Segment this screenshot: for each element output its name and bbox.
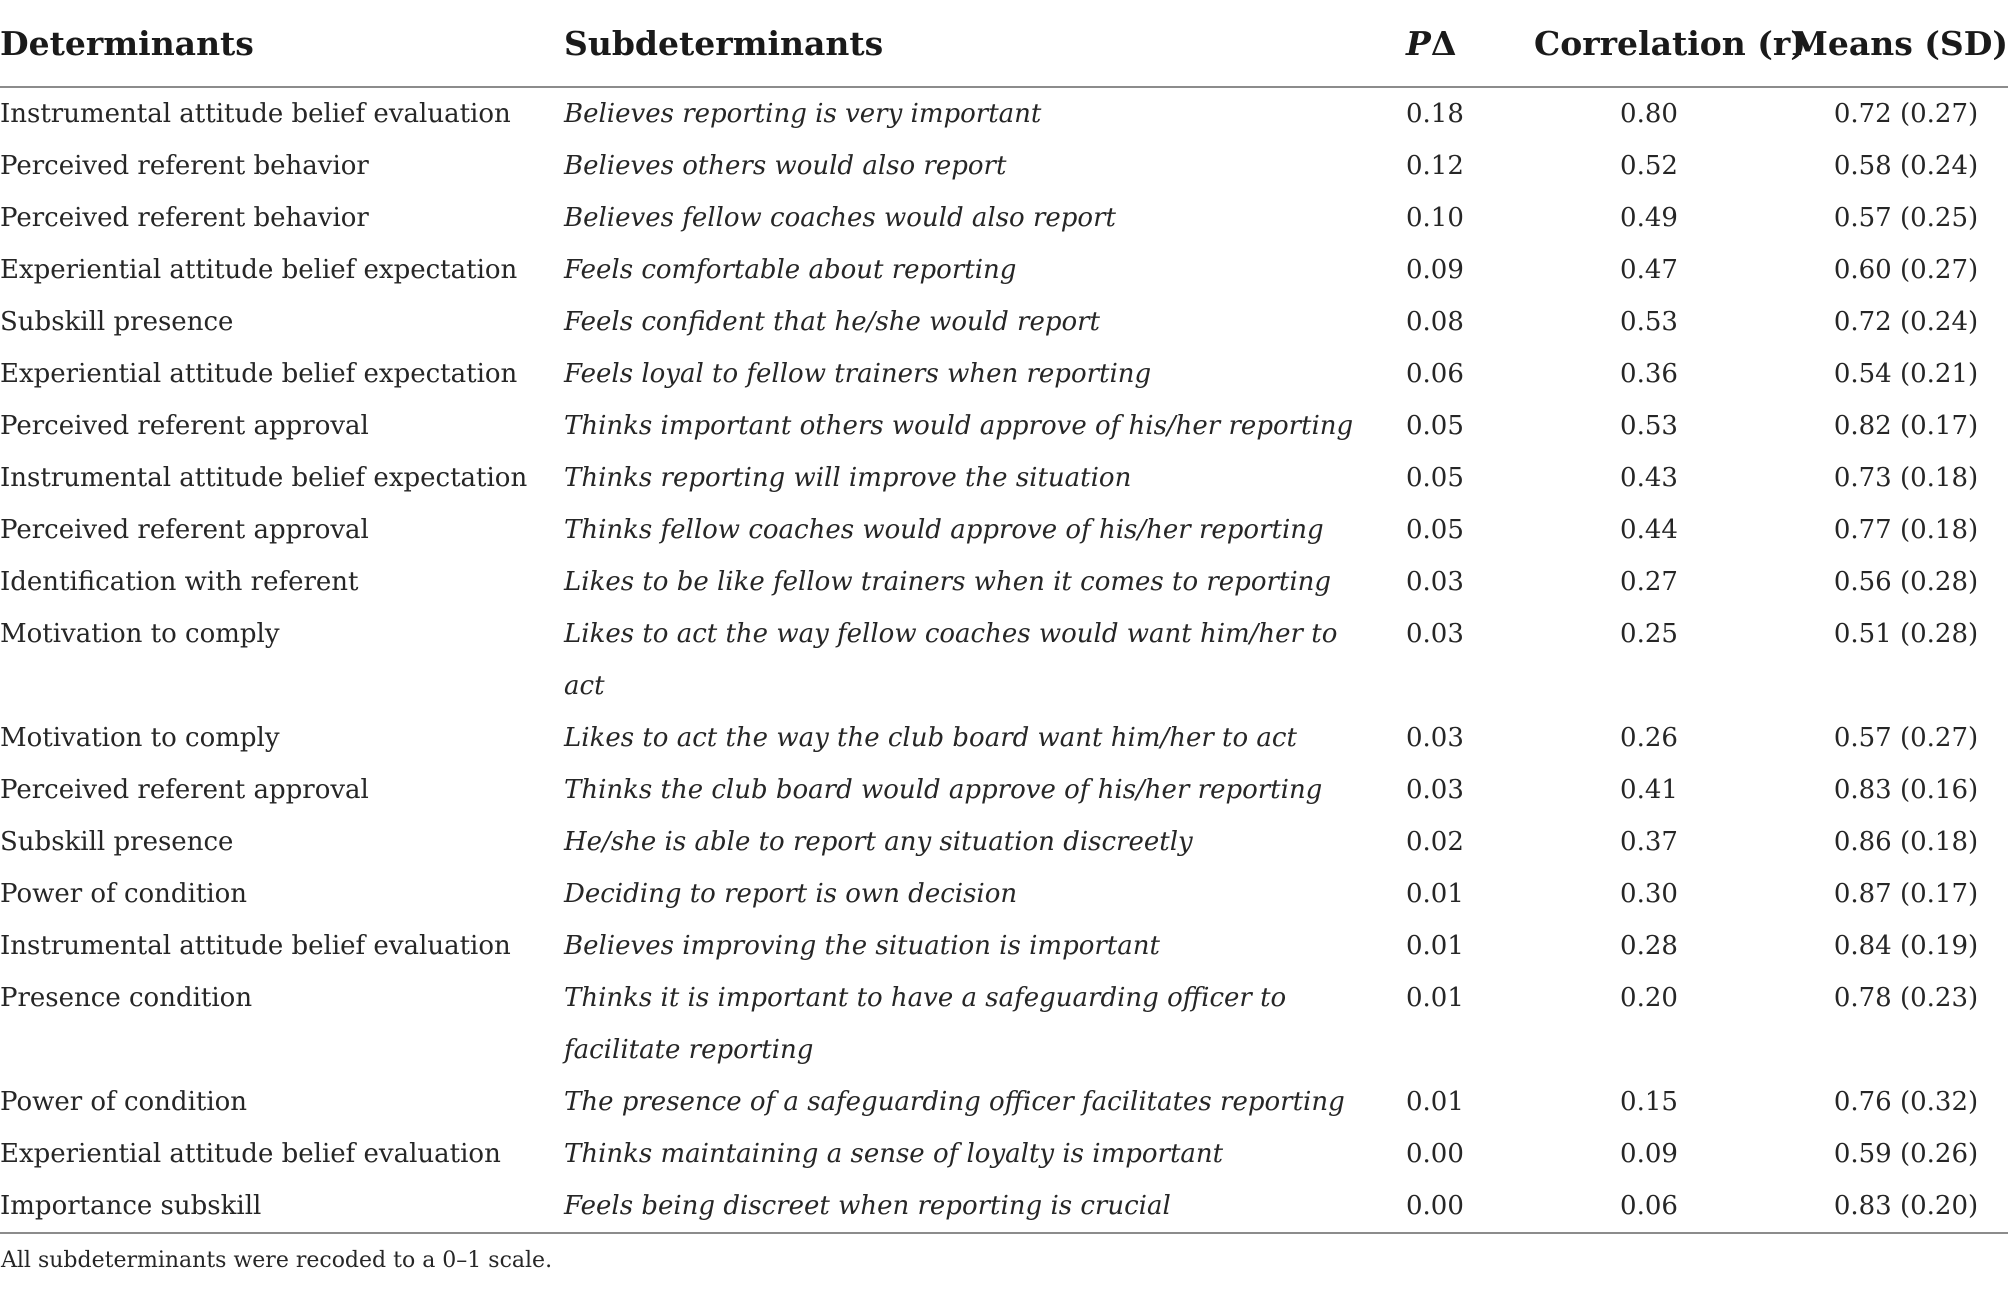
cell-p-delta: 0.08	[1406, 307, 1464, 337]
cell-subdeterminant: He/she is able to report any situation discreetly	[564, 827, 1193, 857]
cell-correlation: 0.47	[1620, 255, 1678, 285]
cell-means: 0.57 (0.25)	[1833, 203, 1979, 233]
cell-means: 0.54 (0.21)	[1833, 359, 1979, 389]
cell-subdeterminant: Likes to act the way the club board want him/her to act	[564, 723, 1297, 753]
cell-means: 0.58 (0.24)	[1833, 151, 1979, 181]
cell-subdeterminant: Believes others would also report	[564, 151, 1007, 181]
cell-p-delta: 0.02	[1406, 827, 1464, 857]
cell-correlation: 0.53	[1620, 411, 1678, 441]
cell-correlation: 0.06	[1620, 1191, 1678, 1221]
cell-p-delta: 0.01	[1406, 879, 1464, 909]
table-row	[0, 920, 2008, 972]
cell-means: 0.73 (0.18)	[1833, 463, 1979, 493]
cell-correlation: 0.36	[1620, 359, 1678, 389]
cell-p-delta: 0.01	[1406, 1087, 1464, 1117]
table-row	[0, 972, 2008, 1076]
cell-p-delta: 0.01	[1406, 931, 1464, 961]
cell-means: 0.72 (0.24)	[1833, 307, 1979, 337]
cell-determinant: Perceived referent approval	[0, 515, 369, 545]
cell-means: 0.77 (0.18)	[1833, 515, 1979, 545]
table-row	[0, 504, 2008, 556]
table-row	[0, 712, 2008, 764]
cell-determinant: Power of condition	[0, 1087, 248, 1117]
cell-determinant: Identification with referent	[0, 567, 359, 597]
cell-p-delta: 0.10	[1406, 203, 1464, 233]
cell-determinant: Presence condition	[0, 983, 253, 1013]
cell-p-delta: 0.03	[1406, 723, 1464, 753]
cell-means: 0.84 (0.19)	[1833, 931, 1979, 961]
cell-p-delta: 0.05	[1406, 411, 1464, 441]
table-row	[0, 348, 2008, 400]
cell-p-delta: 0.09	[1406, 255, 1464, 285]
cell-determinant: Perceived referent behavior	[0, 203, 369, 233]
cell-subdeterminant: Believes improving the situation is important	[564, 931, 1160, 961]
cell-correlation: 0.53	[1620, 307, 1678, 337]
cell-determinant: Power of condition	[0, 879, 248, 909]
header-subdeterminants: Subdeterminants	[564, 0, 1384, 87]
table-row	[0, 556, 2008, 608]
table-row	[0, 244, 2008, 296]
header-determinants: Determinants	[0, 0, 564, 87]
cell-means: 0.86 (0.18)	[1833, 827, 1979, 857]
cell-correlation: 0.20	[1620, 983, 1678, 1013]
cell-correlation: 0.43	[1620, 463, 1678, 493]
table-footer	[0, 1233, 2008, 1289]
footnote-row	[0, 1233, 2008, 1289]
cell-p-delta: 0.03	[1406, 619, 1464, 649]
cell-means: 0.83 (0.16)	[1833, 775, 1979, 805]
cell-subdeterminant: Likes to be like fellow trainers when it comes to reporting	[564, 567, 1332, 597]
cell-determinant: Instrumental attitude belief evaluation	[0, 931, 511, 961]
cell-subdeterminant: Thinks it is important to have a safeguarding officer to facilitate reporting	[564, 983, 1287, 1065]
cell-means: 0.78 (0.23)	[1833, 983, 1979, 1013]
table-row	[0, 192, 2008, 244]
cell-correlation: 0.80	[1620, 99, 1678, 129]
cell-p-delta: 0.05	[1406, 515, 1464, 545]
cell-means: 0.59 (0.26)	[1833, 1139, 1979, 1169]
table-row	[0, 764, 2008, 816]
header-row	[0, 0, 2008, 87]
cell-p-delta: 0.03	[1406, 775, 1464, 805]
cell-means: 0.60 (0.27)	[1833, 255, 1979, 285]
header-p-delta-p: P	[1406, 23, 1431, 63]
cell-determinant: Experiential attitude belief expectation	[0, 255, 518, 285]
table-row	[0, 1180, 2008, 1233]
cell-means: 0.87 (0.17)	[1833, 879, 1979, 909]
table-row	[0, 1076, 2008, 1128]
cell-subdeterminant: Believes fellow coaches would also report	[564, 203, 1116, 233]
cell-determinant: Subskill presence	[0, 827, 234, 857]
cell-p-delta: 0.03	[1406, 567, 1464, 597]
cell-means: 0.51 (0.28)	[1833, 619, 1979, 649]
header-p-delta	[1384, 0, 1534, 87]
cell-p-delta: 0.00	[1406, 1139, 1464, 1169]
cell-subdeterminant: Thinks important others would approve of his/her reporting	[564, 411, 1354, 441]
table-row	[0, 87, 2008, 140]
table-header	[0, 0, 2008, 87]
cell-correlation: 0.30	[1620, 879, 1678, 909]
cell-correlation: 0.37	[1620, 827, 1678, 857]
cell-correlation: 0.49	[1620, 203, 1678, 233]
cell-correlation: 0.41	[1620, 775, 1678, 805]
cell-subdeterminant: Deciding to report is own decision	[564, 879, 1018, 909]
cell-correlation: 0.26	[1620, 723, 1678, 753]
cell-means: 0.76 (0.32)	[1833, 1087, 1979, 1117]
table-row	[0, 1128, 2008, 1180]
cell-p-delta: 0.12	[1406, 151, 1464, 181]
cell-determinant: Experiential attitude belief expectation	[0, 359, 518, 389]
cell-subdeterminant: Feels loyal to fellow trainers when reporting	[564, 359, 1152, 389]
cell-correlation: 0.44	[1620, 515, 1678, 545]
cell-subdeterminant: The presence of a safeguarding officer facilitates reporting	[564, 1087, 1345, 1117]
cell-subdeterminant: Thinks maintaining a sense of loyalty is important	[564, 1139, 1224, 1169]
cell-determinant: Perceived referent behavior	[0, 151, 369, 181]
cell-p-delta: 0.06	[1406, 359, 1464, 389]
cell-determinant: Instrumental attitude belief expectation	[0, 463, 528, 493]
cell-means: 0.56 (0.28)	[1833, 567, 1979, 597]
cell-subdeterminant: Feels comfortable about reporting	[564, 255, 1017, 285]
header-means: Means (SD)	[1764, 0, 2008, 87]
cell-determinant: Subskill presence	[0, 307, 234, 337]
cell-subdeterminant: Feels confident that he/she would report	[564, 307, 1101, 337]
table-row	[0, 140, 2008, 192]
table-row	[0, 608, 2008, 712]
table-footnote: All subdeterminants were recoded to a 0–1 scale.	[0, 1233, 2008, 1289]
cell-means: 0.72 (0.27)	[1833, 99, 1979, 129]
cell-determinant: Experiential attitude belief evaluation	[0, 1139, 501, 1169]
table-row	[0, 296, 2008, 348]
cell-determinant: Perceived referent approval	[0, 775, 369, 805]
cell-correlation: 0.52	[1620, 151, 1678, 181]
cell-p-delta: 0.00	[1406, 1191, 1464, 1221]
cell-determinant: Motivation to comply	[0, 619, 280, 649]
cell-subdeterminant: Believes reporting is very important	[564, 99, 1042, 129]
table-row	[0, 868, 2008, 920]
cell-subdeterminant: Thinks fellow coaches would approve of his/her reporting	[564, 515, 1324, 545]
cell-p-delta: 0.01	[1406, 983, 1464, 1013]
cell-means: 0.83 (0.20)	[1833, 1191, 1979, 1221]
cell-determinant: Importance subskill	[0, 1191, 262, 1221]
cell-correlation: 0.28	[1620, 931, 1678, 961]
cell-correlation: 0.15	[1620, 1087, 1678, 1117]
header-correlation: Correlation (r)	[1534, 0, 1764, 87]
table-body	[0, 87, 2008, 1233]
cell-means: 0.57 (0.27)	[1833, 723, 1979, 753]
table-row	[0, 400, 2008, 452]
cell-subdeterminant: Feels being discreet when reporting is crucial	[564, 1191, 1171, 1221]
cell-means: 0.82 (0.17)	[1833, 411, 1979, 441]
cell-correlation: 0.27	[1620, 567, 1678, 597]
cell-determinant: Perceived referent approval	[0, 411, 369, 441]
header-p-delta-symbol: Δ	[1430, 23, 1457, 63]
table-row	[0, 816, 2008, 868]
cell-correlation: 0.09	[1620, 1139, 1678, 1169]
cell-determinant: Instrumental attitude belief evaluation	[0, 99, 511, 129]
cell-subdeterminant: Thinks the club board would approve of his/her reporting	[564, 775, 1323, 805]
cell-p-delta: 0.18	[1406, 99, 1464, 129]
cell-subdeterminant: Likes to act the way fellow coaches would want him/her to act	[564, 619, 1338, 701]
cell-correlation: 0.25	[1620, 619, 1678, 649]
cell-subdeterminant: Thinks reporting will improve the situation	[564, 463, 1132, 493]
cell-determinant: Motivation to comply	[0, 723, 280, 753]
cell-p-delta: 0.05	[1406, 463, 1464, 493]
table-row	[0, 452, 2008, 504]
